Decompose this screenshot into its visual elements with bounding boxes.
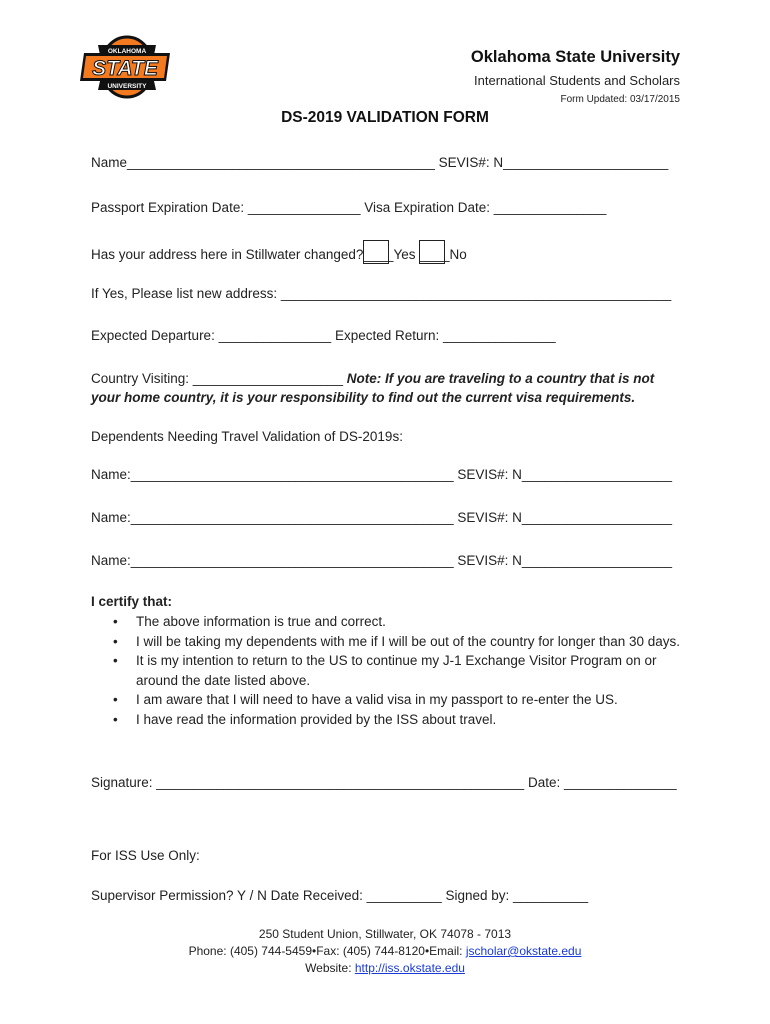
expiration-row xyxy=(91,200,606,215)
name-field[interactable]: Name_________________________________________ xyxy=(91,155,435,170)
certify-item: • It is my intention to return to the US to continue my J-1 Exchange Visitor Program on or around the date listed above. xyxy=(91,651,691,690)
certify-heading: I certify that: xyxy=(91,594,173,609)
expected-return-field[interactable]: Expected Return: _______________ xyxy=(334,328,556,343)
footer-address: 250 Student Union, Stillwater, OK 74078 - 7013 xyxy=(258,927,512,941)
university-name: Oklahoma State University xyxy=(470,48,680,66)
name-row xyxy=(91,155,668,170)
date-field[interactable]: Date: _______________ xyxy=(527,775,677,790)
certify-list xyxy=(91,612,691,729)
dependent-row xyxy=(91,467,672,482)
travel-dates-row xyxy=(91,328,556,343)
country-visiting-row xyxy=(91,371,654,386)
signature-row xyxy=(91,775,677,790)
visa-expiration-field[interactable]: Visa Expiration Date: _______________ xyxy=(364,200,607,215)
dependent-name-field[interactable]: Name:___________________________________________ xyxy=(91,510,454,525)
signature-field[interactable]: Signature: _________________________________________________ xyxy=(91,775,525,790)
footer-website xyxy=(0,961,770,975)
certify-item: • The above information is true and correct. xyxy=(91,612,691,632)
certify-item: • I have read the information provided by the ISS about travel. xyxy=(91,710,691,730)
email-link[interactable]: jscholar@okstate.edu xyxy=(465,944,582,958)
certify-item: • I will be taking my dependents with me if I will be out of the country for longer than 30 days. xyxy=(91,632,691,652)
visa-note-line1: Note: If you are traveling to a country that is not xyxy=(346,371,655,386)
osu-logo xyxy=(78,35,176,99)
address-changed-question: Has your address here in Stillwater changed? xyxy=(91,247,364,262)
dependent-row xyxy=(91,510,672,525)
footer-contact xyxy=(0,944,770,958)
logo-top-text: OKLAHOMA xyxy=(107,48,147,55)
dependents-heading: Dependents Needing Travel Validation of DS-2019s: xyxy=(91,429,403,444)
address-changed-row xyxy=(91,240,467,264)
logo-bottom-text: UNIVERSITY xyxy=(107,83,147,90)
form-updated-date: Form Updated: 03/17/2015 xyxy=(560,94,680,105)
form-title: DS-2019 VALIDATION FORM xyxy=(281,109,489,126)
visa-note-line2: your home country, it is your responsibility to find out the current visa requirements. xyxy=(91,390,636,405)
dependent-name-field[interactable]: Name:___________________________________________ xyxy=(91,467,454,482)
osu-logo-graphic xyxy=(78,35,176,99)
dependent-sevis-field[interactable]: SEVIS#: N____________________ xyxy=(457,510,673,525)
dependent-sevis-field[interactable]: SEVIS#: N____________________ xyxy=(457,467,673,482)
iss-use-heading: For ISS Use Only: xyxy=(91,848,200,863)
logo-main-text: STATE xyxy=(92,57,158,80)
sevis-field[interactable]: SEVIS#: N______________________ xyxy=(438,155,669,170)
yes-label: ____Yes xyxy=(363,247,416,262)
new-address-field[interactable]: If Yes, Please list new address: ____________________________________________________ xyxy=(91,286,672,301)
certify-item: • I am aware that I will need to have a valid visa in my passport to re-enter the US. xyxy=(91,690,691,710)
country-visiting-field[interactable]: Country Visiting: ____________________ xyxy=(91,371,343,386)
department-name: International Students and Scholars xyxy=(474,73,680,88)
footer-phone-fax: Phone: (405) 744-5459•Fax: (405) 744-8120•Email: xyxy=(188,944,466,958)
no-label: ____No xyxy=(419,247,467,262)
website-link[interactable]: http://iss.okstate.edu xyxy=(354,961,465,975)
expected-departure-field[interactable]: Expected Departure: _______________ xyxy=(91,328,332,343)
dependent-name-field[interactable]: Name:___________________________________________ xyxy=(91,553,454,568)
iss-use-line: Supervisor Permission? Y / N Date Received: __________ Signed by: __________ xyxy=(91,888,589,903)
dependent-row xyxy=(91,553,672,568)
website-label: Website: xyxy=(305,961,355,975)
passport-expiration-field[interactable]: Passport Expiration Date: _______________ xyxy=(91,200,361,215)
dependent-sevis-field[interactable]: SEVIS#: N____________________ xyxy=(457,553,673,568)
